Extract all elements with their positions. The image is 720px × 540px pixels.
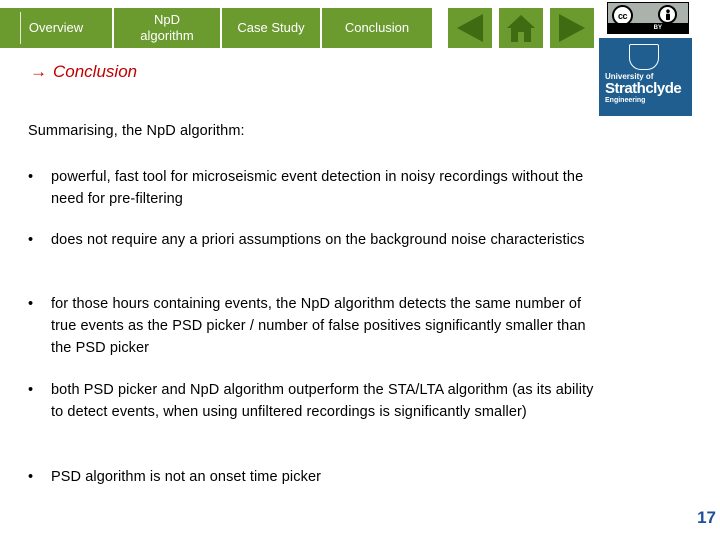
- tab-case-study[interactable]: [220, 8, 320, 48]
- list-item-text: PSD algorithm is not an onset time picker: [51, 469, 322, 485]
- tab-conclusion-label: Conclusion: [344, 20, 410, 35]
- list-item: [28, 293, 608, 359]
- triangle-right-icon: [557, 12, 587, 44]
- bullet-icon: •: [28, 469, 34, 485]
- section-title-text: Conclusion: [53, 62, 138, 81]
- previous-slide-button[interactable]: [448, 8, 492, 48]
- list-item: [28, 166, 608, 210]
- cc-by-label: BY: [608, 23, 688, 33]
- cc-icon: cc: [612, 5, 633, 26]
- list-item-text: powerful, fast tool for microseismic event detection in noisy recordings without the need for pre-filtering: [51, 169, 584, 207]
- list-item: [28, 466, 321, 488]
- list-item-text: both PSD picker and NpD algorithm outperform the STA/LTA algorithm (as its ability to detect events, when using unfiltered recordings is significantly smaller): [51, 382, 594, 420]
- page-number: 17: [697, 508, 716, 527]
- tab-overview[interactable]: [0, 8, 112, 48]
- list-item-text: for those hours containing events, the NpD algorithm detects the same number of true events as the PSD picker / number of false positives significantly smaller than the PSD picker: [51, 296, 586, 356]
- list-item-text: does not require any a priori assumptions on the background noise characteristics: [51, 232, 585, 248]
- tab-case-study-label: Case Study: [237, 20, 305, 35]
- logo-line-university: University of: [605, 72, 654, 81]
- tab-npd-algorithm[interactable]: [112, 8, 220, 48]
- arrow-icon: →: [30, 62, 47, 81]
- tab-conclusion[interactable]: [320, 8, 432, 48]
- university-logo: [599, 38, 692, 116]
- tab-overview-label: Overview: [28, 20, 84, 35]
- bullet-icon: •: [28, 169, 34, 185]
- person-icon: [658, 5, 677, 24]
- next-slide-button[interactable]: [550, 8, 594, 48]
- bullet-icon: •: [28, 232, 34, 248]
- list-item: [28, 379, 608, 423]
- section-title: [30, 62, 137, 82]
- crest-icon: [629, 44, 659, 70]
- logo-line-engineering: Engineering: [605, 97, 646, 104]
- bullet-icon: •: [28, 296, 34, 312]
- bullet-icon: •: [28, 382, 34, 398]
- home-button[interactable]: [499, 8, 543, 48]
- list-item: [28, 229, 585, 251]
- triangle-left-icon: [455, 12, 485, 44]
- tab-npd-algorithm-label: NpD algorithm: [140, 12, 194, 43]
- logo-line-strathclyde: Strathclyde: [605, 80, 682, 97]
- intro-text: Summarising, the NpD algorithm:: [28, 123, 245, 139]
- home-icon: [505, 12, 537, 44]
- cc-license-badge[interactable]: [607, 2, 689, 34]
